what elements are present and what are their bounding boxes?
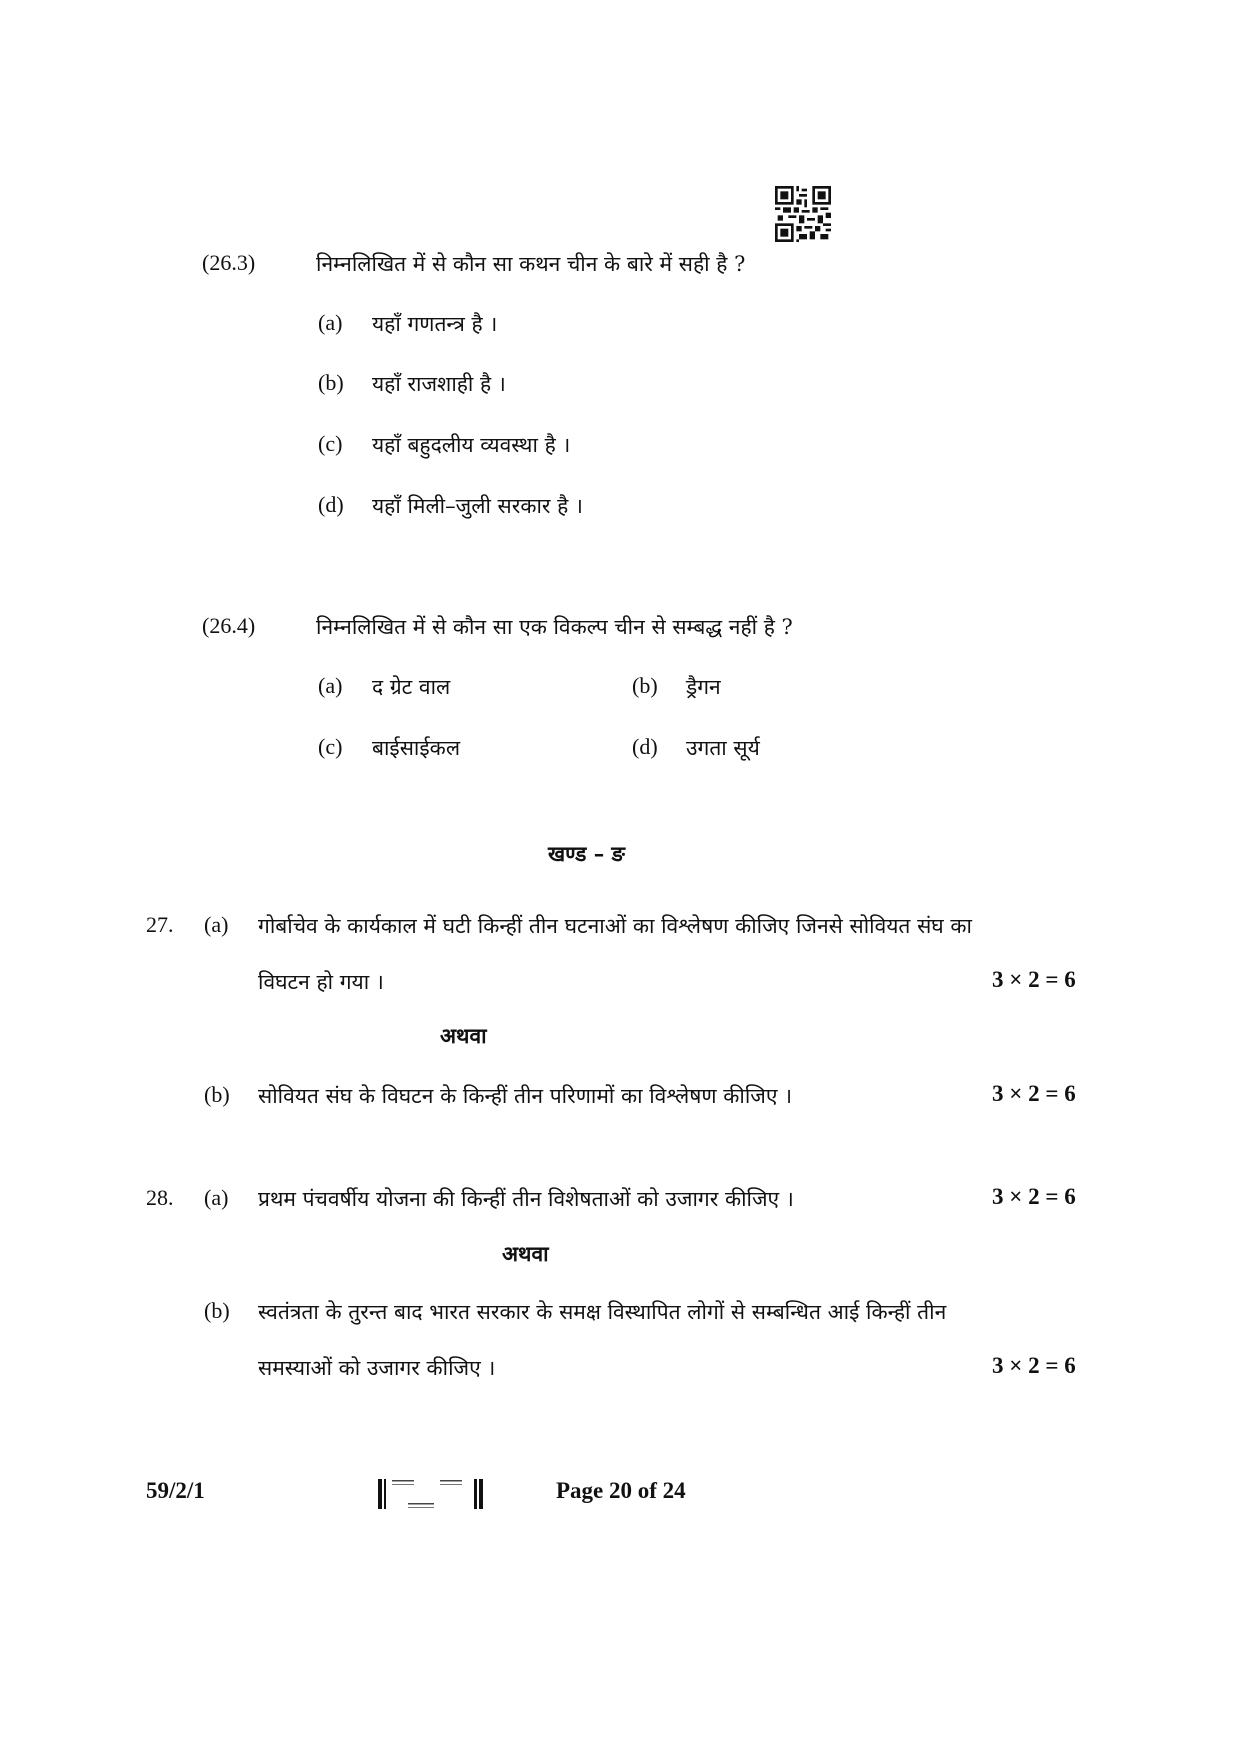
option-text: उगता सूर्य bbox=[686, 736, 760, 760]
marks: 3 × 2 = 6 bbox=[992, 1353, 1076, 1378]
question-number: (26.4) bbox=[202, 613, 256, 638]
option-text: यहाँ मिली–जुली सरकार है । bbox=[372, 494, 583, 518]
option-label: (b) bbox=[318, 370, 344, 395]
option-text: यहाँ राजशाही है । bbox=[372, 372, 506, 396]
option-label: (d) bbox=[632, 734, 658, 759]
or-separator: अथवा bbox=[502, 1241, 549, 1266]
question-text: विघटन हो गया । bbox=[258, 970, 384, 994]
marks: 3 × 2 = 6 bbox=[992, 1184, 1076, 1209]
option-text: ड्रैगन bbox=[686, 675, 721, 699]
part-label: (b) bbox=[204, 1082, 230, 1107]
barcode-icon bbox=[378, 1477, 484, 1511]
page-number: Page 20 of 24 bbox=[556, 1478, 686, 1503]
paper-code: 59/2/1 bbox=[146, 1478, 205, 1503]
option-label: (a) bbox=[318, 673, 343, 698]
marks: 3 × 2 = 6 bbox=[992, 1081, 1076, 1106]
option-text: द ग्रेट वाल bbox=[372, 675, 451, 699]
option-label: (d) bbox=[318, 492, 344, 517]
option-label: (b) bbox=[632, 673, 658, 698]
part-label: (b) bbox=[204, 1298, 230, 1323]
question-number: (26.3) bbox=[202, 250, 256, 275]
question-text: स्वतंत्रता के तुरन्त बाद भारत सरकार के समक्ष विस्थापित लोगों से सम्बन्धित आई किन्हीं तीन bbox=[258, 1300, 947, 1324]
option-label: (c) bbox=[318, 431, 343, 456]
option-text: यहाँ बहुदलीय व्यवस्था है । bbox=[372, 433, 571, 457]
option-label: (c) bbox=[318, 734, 343, 759]
question-text: निम्नलिखित में से कौन सा एक विकल्प चीन से सम्बद्ध नहीं है ? bbox=[316, 615, 793, 639]
qr-code-icon bbox=[775, 186, 831, 242]
part-label: (a) bbox=[204, 912, 229, 937]
question-text: प्रथम पंचवर्षीय योजना की किन्हीं तीन विशेषताओं को उजागर कीजिए । bbox=[258, 1187, 794, 1211]
question-text: गोर्बाचेव के कार्यकाल में घटी किन्हीं तीन घटनाओं का विश्लेषण कीजिए जिनसे सोवियत संघ का bbox=[258, 914, 972, 938]
question-number: 27. bbox=[146, 912, 174, 937]
question-number: 28. bbox=[146, 1185, 174, 1210]
or-separator: अथवा bbox=[440, 1023, 487, 1048]
part-label: (a) bbox=[204, 1185, 229, 1210]
option-label: (a) bbox=[318, 310, 343, 335]
section-title: खण्ड – ङ bbox=[548, 841, 625, 866]
option-text: बाईसाईकल bbox=[372, 736, 461, 760]
question-text: सोवियत संघ के विघटन के किन्हीं तीन परिणामों का विश्लेषण कीजिए । bbox=[258, 1084, 793, 1108]
question-text: समस्याओं को उजागर कीजिए । bbox=[258, 1356, 496, 1380]
marks: 3 × 2 = 6 bbox=[992, 967, 1076, 992]
question-text: निम्नलिखित में से कौन सा कथन चीन के बारे में सही है ? bbox=[316, 252, 746, 276]
option-text: यहाँ गणतन्त्र है । bbox=[372, 312, 498, 336]
